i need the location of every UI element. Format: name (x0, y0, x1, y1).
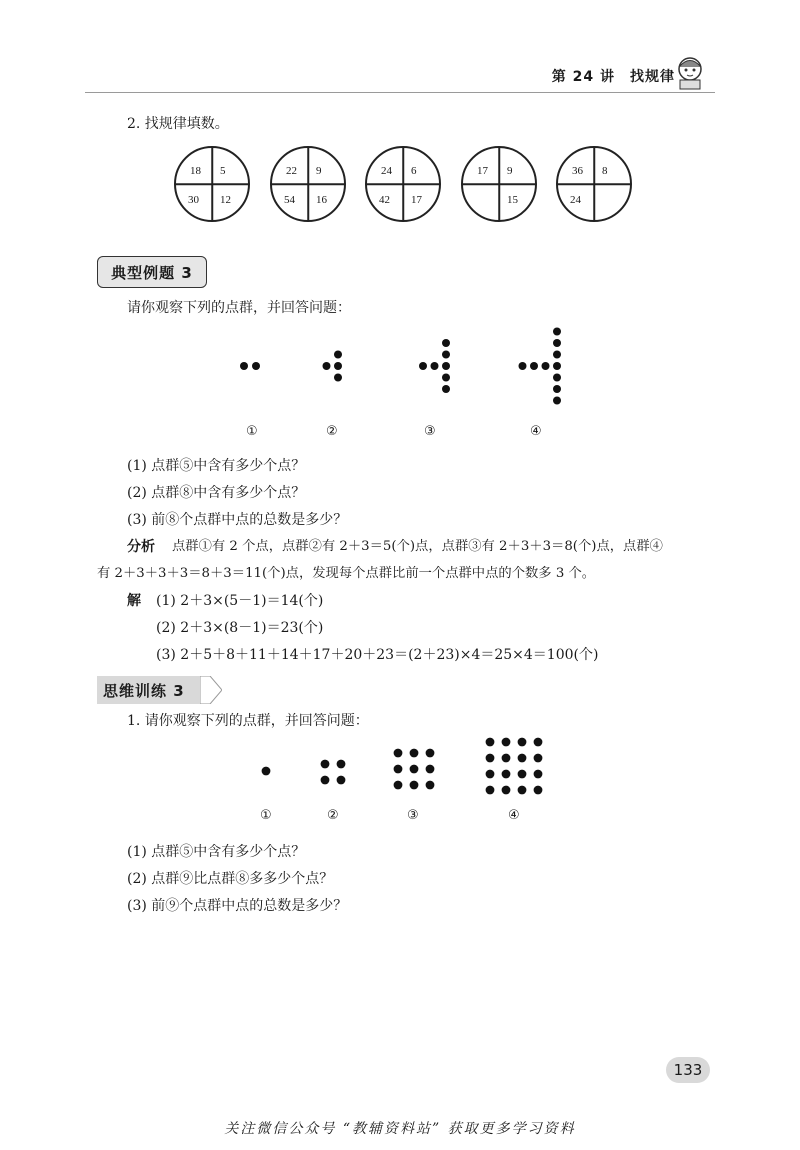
example-group-3-dot (442, 339, 450, 347)
number-circle-5 (556, 146, 632, 222)
training-group-4-dot (518, 738, 527, 747)
arrow-tab-icon (200, 676, 222, 704)
example-group-3-dot (431, 362, 439, 370)
example-group-2-dot (334, 351, 342, 359)
solution-1: (1) 2＋3×(5－1)＝14(个) (156, 593, 324, 609)
footer-note: 关注微信公众号 “教辅资料站” 获取更多学习资料 (224, 1121, 576, 1137)
circle-5-top-left: 36 (572, 165, 583, 177)
example-group-4-dot (553, 397, 561, 405)
example-group-2-dot (323, 362, 331, 370)
circle-3-top-left: 24 (381, 165, 392, 177)
training-group-4-dot (534, 754, 543, 763)
training-group-3-dot (426, 781, 435, 790)
analysis-line-2: 有 2＋3＋3＋3＝8＋3＝11(个)点，发现每个点群比前一个点群中点的个数多 3 个。 (97, 566, 596, 581)
example-dot-groups (240, 328, 561, 405)
page-number: 133 (666, 1057, 710, 1083)
example-group-4-dot (553, 339, 561, 347)
training-question-1: (1) 点群⑤中含有多少个点？ (127, 844, 306, 860)
example-group-4-dot (553, 351, 561, 359)
training-group-2-dot (321, 760, 330, 769)
training-prompt: 1. 请你观察下列的点群，并回答问题： (127, 713, 369, 729)
example-group-1-dot (240, 362, 248, 370)
training-group-4-dot (486, 770, 495, 779)
training-group-3-dot (410, 749, 419, 758)
training-caption-3: ③ (407, 808, 419, 823)
training-group-4-dot (502, 786, 511, 795)
training-group-4-dot (534, 786, 543, 795)
example-caption-1: ① (246, 424, 258, 439)
circle-4-bottom-right: 15 (507, 194, 518, 206)
example-group-4-dot (530, 362, 538, 370)
example-group-2-dot (334, 362, 342, 370)
training-group-2-dot (321, 776, 330, 785)
number-circle-3 (365, 146, 441, 222)
example-group-1-dot (252, 362, 260, 370)
training-group-4-dot (534, 770, 543, 779)
analysis-line-1: 点群①有 2 个点，点群②有 2＋3＝5(个)点，点群③有 2＋3＋3＝8(个)点，点群④ (172, 539, 663, 554)
example-group-4-dot (553, 374, 561, 382)
training-group-3-dot (426, 765, 435, 774)
training-label: 思维训练 3 (97, 676, 202, 704)
example-caption-4: ④ (530, 424, 542, 439)
training-group-2-dot (337, 776, 346, 785)
example-caption-3: ③ (424, 424, 436, 439)
example-group-3-dot (442, 351, 450, 359)
circle-4-top-left: 17 (477, 165, 488, 177)
training-group-3-dot (394, 749, 403, 758)
circle-1-top-right: 5 (220, 165, 226, 177)
number-circle-2 (270, 146, 346, 222)
number-circle-4 (461, 146, 537, 222)
training-group-4-dot (534, 738, 543, 747)
circle-5-bottom-left: 24 (570, 194, 581, 206)
circle-1-bottom-right: 12 (220, 194, 231, 206)
mascot-icon (670, 52, 710, 92)
example-question-2: (2) 点群⑧中含有多少个点？ (127, 485, 306, 501)
q2-title: 2. 找规律填数。 (127, 116, 229, 132)
circle-2-bottom-left: 54 (284, 194, 295, 206)
example-question-3: (3) 前⑧个点群中点的总数是多少？ (127, 512, 348, 528)
training-caption-4: ④ (508, 808, 520, 823)
training-group-4-dot (502, 770, 511, 779)
training-group-3-dot (394, 765, 403, 774)
circle-3-bottom-right: 17 (411, 194, 422, 206)
chapter-title: 第 24 讲 找规律 (551, 69, 675, 85)
number-circle-1 (174, 146, 250, 222)
example-caption-2: ② (326, 424, 338, 439)
example-group-4-dot (553, 385, 561, 393)
training-question-2: (2) 点群⑨比点群⑧多多少个点？ (127, 871, 334, 887)
training-group-4-dot (502, 754, 511, 763)
example-group-3-dot (442, 374, 450, 382)
training-group-4-dot (486, 786, 495, 795)
header-rule (85, 92, 715, 93)
training-group-3-dot (410, 781, 419, 790)
circle-5-top-right: 8 (602, 165, 608, 177)
training-caption-1: ① (260, 808, 272, 823)
example-group-4-dot (553, 328, 561, 336)
example-group-4-dot (542, 362, 550, 370)
example-group-4-dot (553, 362, 561, 370)
circle-3-top-right: 6 (411, 165, 417, 177)
solution-label: 解 (127, 593, 141, 609)
circle-1-bottom-left: 30 (188, 194, 199, 206)
example-group-3-dot (442, 385, 450, 393)
training-group-4-dot (502, 738, 511, 747)
training-caption-2: ② (327, 808, 339, 823)
circle-2-bottom-right: 16 (316, 194, 327, 206)
example-group-3-dot (442, 362, 450, 370)
training-group-4-dot (518, 754, 527, 763)
training-question-3: (3) 前⑨个点群中点的总数是多少？ (127, 898, 348, 914)
circle-2-top-right: 9 (316, 165, 322, 177)
example-group-3-dot (419, 362, 427, 370)
training-group-3-dot (410, 765, 419, 774)
circle-4-top-right: 9 (507, 165, 513, 177)
training-group-4-dot (486, 738, 495, 747)
training-group-4-dot (486, 754, 495, 763)
example-group-2-dot (334, 374, 342, 382)
circle-3-bottom-left: 42 (379, 194, 390, 206)
example-question-1: (1) 点群⑤中含有多少个点？ (127, 458, 306, 474)
solution-3: (3) 2＋5＋8＋11＋14＋17＋20＋23＝(2＋23)×4＝25×4＝100(个) (156, 647, 599, 663)
circle-2-top-left: 22 (286, 165, 297, 177)
training-dot-groups (262, 738, 543, 795)
training-group-2-dot (337, 760, 346, 769)
circle-1-top-left: 18 (190, 165, 201, 177)
analysis-label: 分析 (127, 539, 155, 555)
example-group-4-dot (519, 362, 527, 370)
training-group-3-dot (394, 781, 403, 790)
training-group-3-dot (426, 749, 435, 758)
solution-2: (2) 2＋3×(8－1)＝23(个) (156, 620, 324, 636)
example-prompt: 请你观察下列的点群，并回答问题： (127, 300, 351, 316)
training-group-4-dot (518, 786, 527, 795)
training-group-4-dot (518, 770, 527, 779)
example-label: 典型例题 3 (97, 256, 207, 288)
training-group-1-dot (262, 767, 271, 776)
